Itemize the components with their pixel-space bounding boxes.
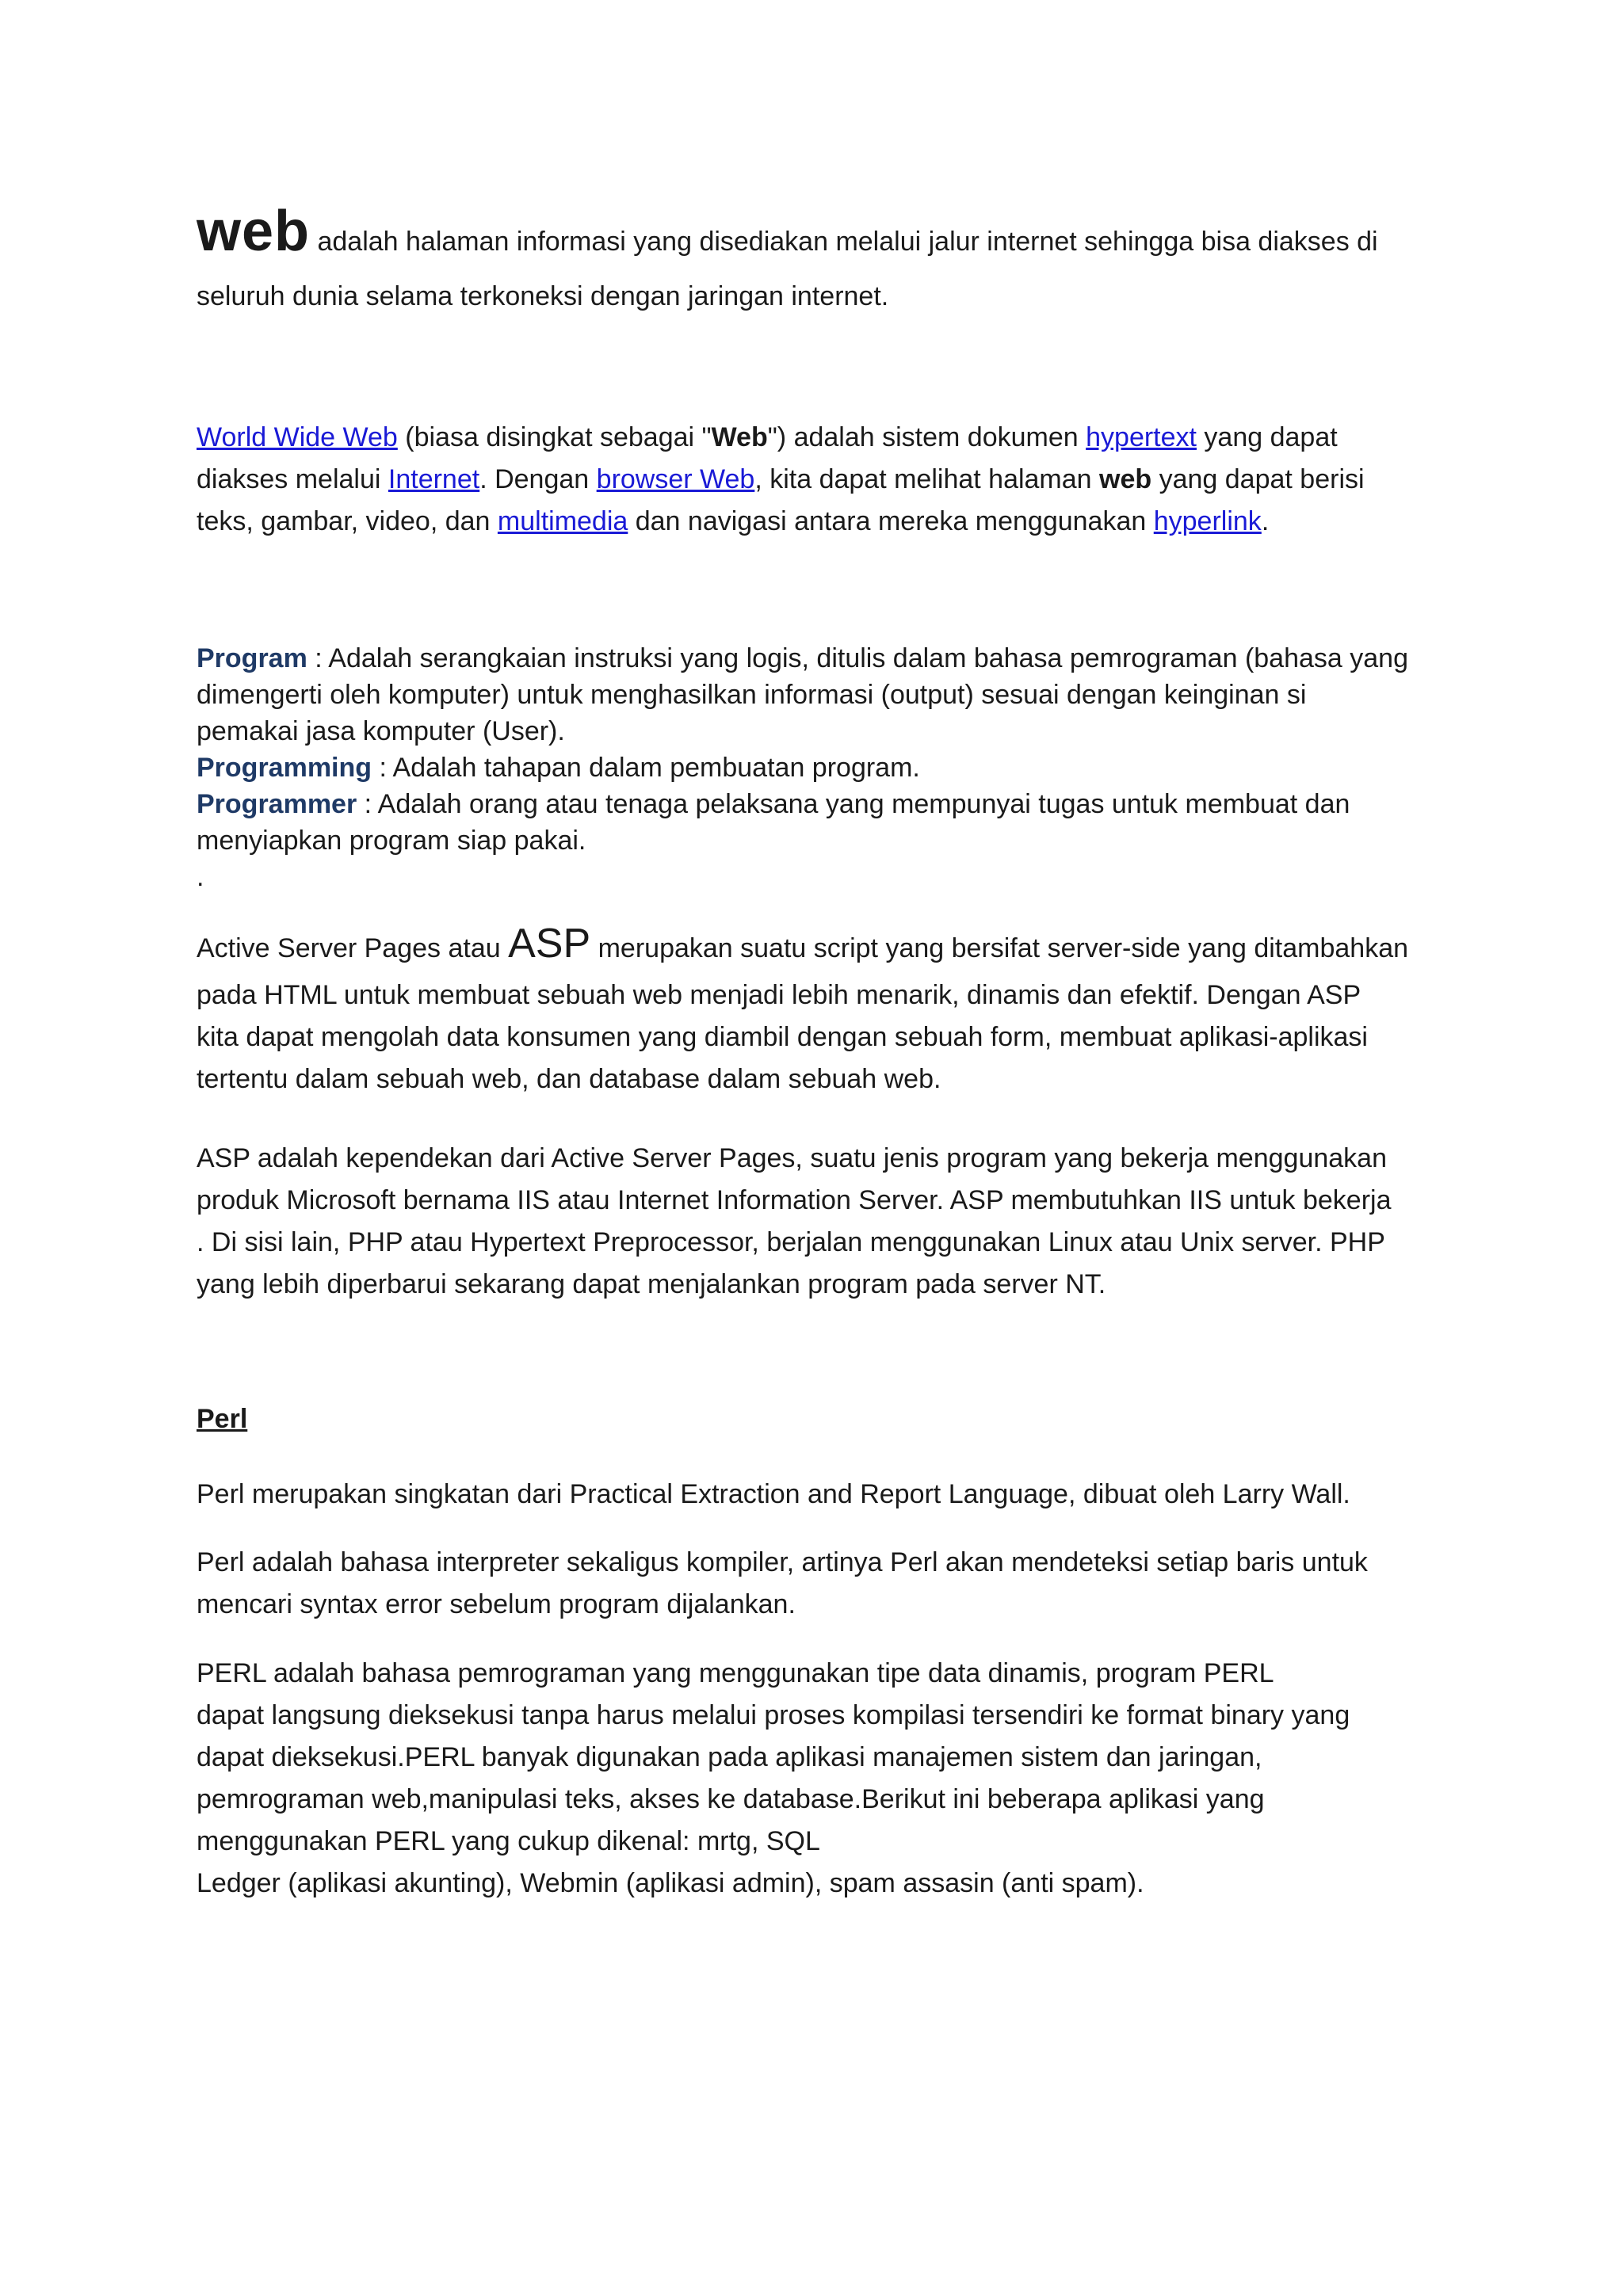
www-line-2: diakses melalui Internet. Dengan browser Web, kita dapat melihat halaman web yang dapat berisi xyxy=(197,464,1365,494)
perl-paragraph-1 xyxy=(197,1474,1350,1516)
asp-p1-line-1: Active Server Pages atau ASP merupakan suatu script yang bersifat server-side yang ditambahkan xyxy=(197,921,1409,967)
definition-program-line-3: pemakai jasa komputer (User). xyxy=(197,716,565,746)
asp-paragraph-1 xyxy=(197,922,1408,1100)
perl-p2-line-1: Perl adalah bahasa interpreter sekaligus kompiler, artinya Perl akan mendeteksi setiap baris untuk xyxy=(197,1547,1368,1577)
asp-p2-line-2: produk Microsoft bernama IIS atau Internet Information Server. ASP membutuhkan IIS untuk bekerja xyxy=(197,1185,1392,1215)
definition-program-line-1: Program : Adalah serangkaian instruksi yang logis, ditulis dalam bahasa pemrograman (bahasa yang xyxy=(197,643,1408,673)
perl-p3-line-4: pemrograman web,manipulasi teks, akses ke database.Berikut ini beberapa aplikasi yang xyxy=(197,1784,1265,1814)
perl-p3-line-3: dapat dieksekusi.PERL banyak digunakan pada aplikasi manajemen sistem dan jaringan, xyxy=(197,1742,1262,1772)
asp-p1-line-2: pada HTML untuk membuat sebuah web menjadi lebih menarik, dinamis dan efektif. Dengan ASP xyxy=(197,980,1361,1010)
perl-p1: Perl merupakan singkatan dari Practical Extraction and Report Language, dibuat oleh Larry Wall. xyxy=(197,1479,1350,1509)
term-programming: Programming xyxy=(197,753,372,783)
perl-p3-line-2: dapat langsung dieksekusi tanpa harus melalui proses kompilasi tersendiri ke format binary yang xyxy=(197,1700,1350,1730)
asp-p2-line-3: . Di sisi lain, PHP atau Hypertext Preprocessor, berjalan menggunakan Linux atau Unix server. PHP xyxy=(197,1227,1385,1257)
intro-big-word: web xyxy=(197,200,311,263)
asp-p2-line-4: yang lebih diperbarui sekarang dapat menjalankan program pada server NT. xyxy=(197,1269,1106,1299)
asp-p1-line-3: kita dapat mengolah data konsumen yang diambil dengan sebuah form, membuat aplikasi-aplikasi xyxy=(197,1022,1368,1052)
asp-p2-line-1: ASP adalah kependekan dari Active Server Pages, suatu jenis program yang bekerja menggunakan xyxy=(197,1143,1387,1173)
asp-big-word: ASP xyxy=(508,921,591,967)
link-world-wide-web[interactable]: World Wide Web xyxy=(197,422,398,452)
www-line-3: teks, gambar, video, dan multimedia dan navigasi antara mereka menggunakan hyperlink. xyxy=(197,506,1270,536)
term-program: Program xyxy=(197,643,307,673)
intro-line-2: seluruh dunia selama terkoneksi dengan jaringan internet. xyxy=(197,281,889,311)
perl-paragraph-2 xyxy=(197,1542,1368,1626)
link-internet[interactable]: Internet xyxy=(388,464,480,494)
definition-programming: Programming : Adalah tahapan dalam pembuatan program. xyxy=(197,753,920,783)
link-hyperlink[interactable]: hyperlink xyxy=(1153,506,1262,536)
intro-paragraph xyxy=(197,200,1378,318)
perl-heading: Perl xyxy=(197,1404,248,1434)
perl-section xyxy=(197,1404,247,1435)
asp-p1-line-4: tertentu dalam sebuah web, dan database dalam sebuah web. xyxy=(197,1064,941,1094)
definition-programmer-line-2: menyiapkan program siap pakai. xyxy=(197,826,586,856)
intro-line-1: web adalah halaman informasi yang disediakan melalui jalur internet sehingga bisa diakses di xyxy=(197,200,1378,263)
definition-program-line-2: dimengerti oleh komputer) untuk menghasilkan informasi (output) sesuai dengan keinginan si xyxy=(197,680,1307,710)
link-hypertext[interactable]: hypertext xyxy=(1086,422,1197,452)
www-line-1: World Wide Web (biasa disingkat sebagai "Web") adalah sistem dokumen hypertext yang dapat xyxy=(197,422,1338,452)
www-paragraph xyxy=(197,417,1365,543)
definition-programmer-line-1: Programmer : Adalah orang atau tenaga pelaksana yang mempunyai tugas untuk membuat dan xyxy=(197,789,1350,819)
perl-p3-line-6: Ledger (aplikasi akunting), Webmin (aplikasi admin), spam assasin (anti spam). xyxy=(197,1868,1144,1898)
link-multimedia[interactable]: multimedia xyxy=(497,506,628,536)
link-browser-web[interactable]: browser Web xyxy=(596,464,755,494)
perl-p3-line-1: PERL adalah bahasa pemrograman yang menggunakan tipe data dinamis, program PERL xyxy=(197,1658,1274,1688)
perl-p2-line-2: mencari syntax error sebelum program dijalankan. xyxy=(197,1589,796,1619)
perl-p3-line-5: menggunakan PERL yang cukup dikenal: mrtg, SQL xyxy=(197,1826,820,1856)
definitions-block xyxy=(197,640,1408,895)
perl-paragraph-3 xyxy=(197,1653,1350,1905)
definition-dot: . xyxy=(197,862,204,892)
asp-paragraph-2 xyxy=(197,1138,1392,1306)
term-programmer: Programmer xyxy=(197,789,357,819)
